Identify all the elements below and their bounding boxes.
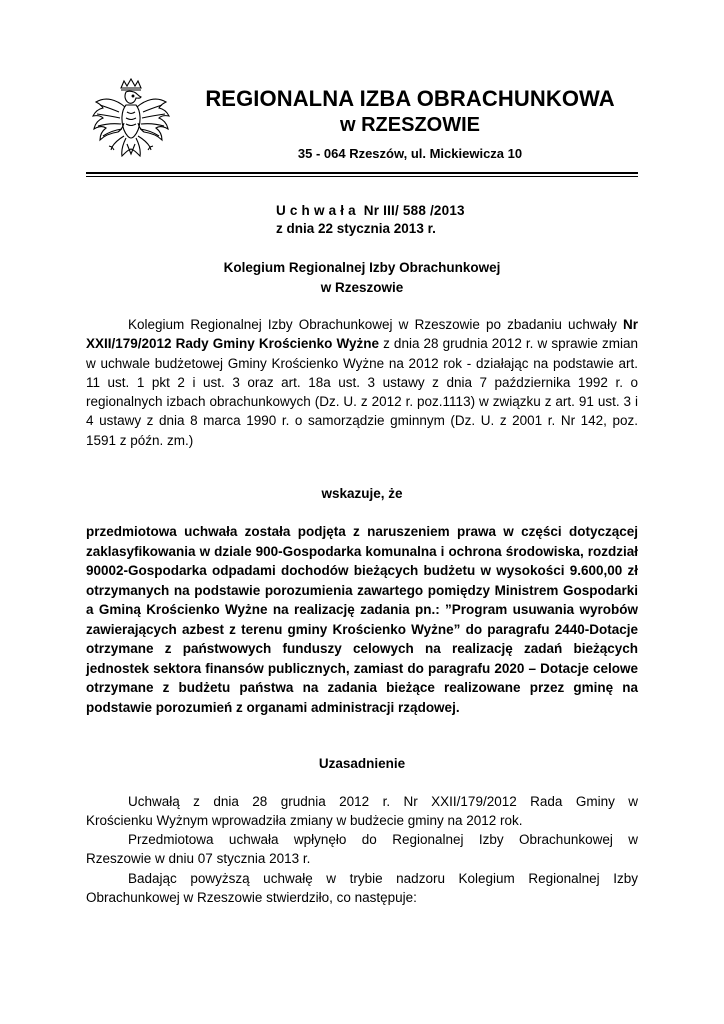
justification-p3-line1-text: Badając powyższą uchwałę w trybie nadzoru Kolegium Regionalnej Izby — [128, 871, 638, 886]
justification-paragraph-2 — [86, 830, 638, 869]
institution-city: w RZESZOWIE — [340, 114, 480, 136]
justification-p3-line2: Obrachunkowej w Rzeszowie stwierdziło, co następuje: — [86, 890, 417, 906]
resolution-date: z dnia 22 stycznia 2013 r. — [276, 221, 436, 236]
resolution-label: U c h w a ł a — [276, 203, 356, 218]
justification-paragraph-1 — [86, 792, 638, 831]
justification-p2-line1 — [86, 830, 638, 849]
intro-lead: Kolegium Regionalnej Izby Obrachunkowej w Rzeszowie po zbadaniu uchwały — [128, 317, 617, 332]
collegium-line1: Kolegium Regionalnej Izby Obrachunkowej — [223, 260, 501, 275]
resolution-number-value: Nr III/ 588 /2013 — [363, 203, 465, 218]
institution-name: REGIONALNA IZBA OBRACHUNKOWA — [205, 86, 615, 111]
finding-text: przedmiotowa uchwała została podjęta z naruszeniem prawa w części dotyczącej zaklasyfikowania w dziale 900-Gospodarka komunalna i ochrona środowiska, rozdział 90002-Gospodarka odpadami dochodów bieżących budżetu w wysokości 9.600,00 zł otrzymanych na podstawie porozumienia zawartego pomiędzy Ministrem Gospodarki a Gminą Krościenko Wyżne na realizację zadania pn.: ”Program usuwania wyrobów zawierających azbest z terenu gminy Krościenko Wyżne” do paragrafu 2440-Dotacje otrzymane z państwowych funduszy celowych na realizację zadań bieżących jednostek sektora finansów publicznych, zamiast do paragrafu 2020 – Dotacje celowe otrzymane z budżetu państwa na zadania bieżące realizowane przez gminę na podstawie porozumień z organami administracji rządowej. — [86, 524, 638, 715]
header-divider-thick — [86, 172, 638, 174]
intro-rest: z dnia 28 grudnia 2012 r. w sprawie zmian w uchwale budżetowej Gminy Krościenko Wyżne na 2012 rok - działając na podstawie art. 11 ust. 1 pkt 2 i ust. 3 oraz art. 18a ust. 3 ustawy z dnia 7 października 1992 r. o regionalnych izbach obrachunkowych (Dz. U. z 2012 r. poz.1113) w związku z art. 91 ust. 3 i 4 ustawy z dnia 8 marca 1990 r. o samorządzie gminnym (Dz. U. z 2001 r. Nr 142, poz. 1591 z późn. zm.) — [86, 336, 638, 448]
justification-p1-line1 — [86, 792, 638, 811]
justification-p1-line2: Krościenku Wyżnym wprowadziła zmiany w budżecie gminy na 2012 rok. — [86, 813, 523, 829]
finding-heading: wskazuje, że — [321, 486, 403, 501]
justification-paragraph-3 — [86, 869, 638, 908]
intro-paragraph — [86, 315, 638, 450]
institution-address: 35 - 064 Rzeszów, ul. Mickiewicza 10 — [297, 146, 523, 161]
justification-p3-line1 — [86, 869, 638, 888]
header-divider-thin — [86, 176, 638, 177]
justification-p1-line1-text: Uchwałą z dnia 28 grudnia 2012 r. Nr XXII/179/2012 Rada Gminy w — [128, 794, 638, 809]
collegium-heading — [86, 258, 638, 298]
justification-p2-line2: Rzeszowie w dniu 07 stycznia 2013 r. — [86, 851, 311, 867]
justification-p2-line1-text: Przedmiotowa uchwała wpłynęło do Regionalnej Izby Obrachunkowej w — [128, 832, 638, 847]
intro-resolution-ref: Nr XXII/179/2012 Rady Gminy Krościenko Wyżne — [86, 317, 638, 352]
justification-heading: Uzasadnienie — [318, 756, 406, 771]
collegium-line2: w Rzeszowie — [320, 280, 404, 295]
resolution-number — [276, 202, 465, 220]
